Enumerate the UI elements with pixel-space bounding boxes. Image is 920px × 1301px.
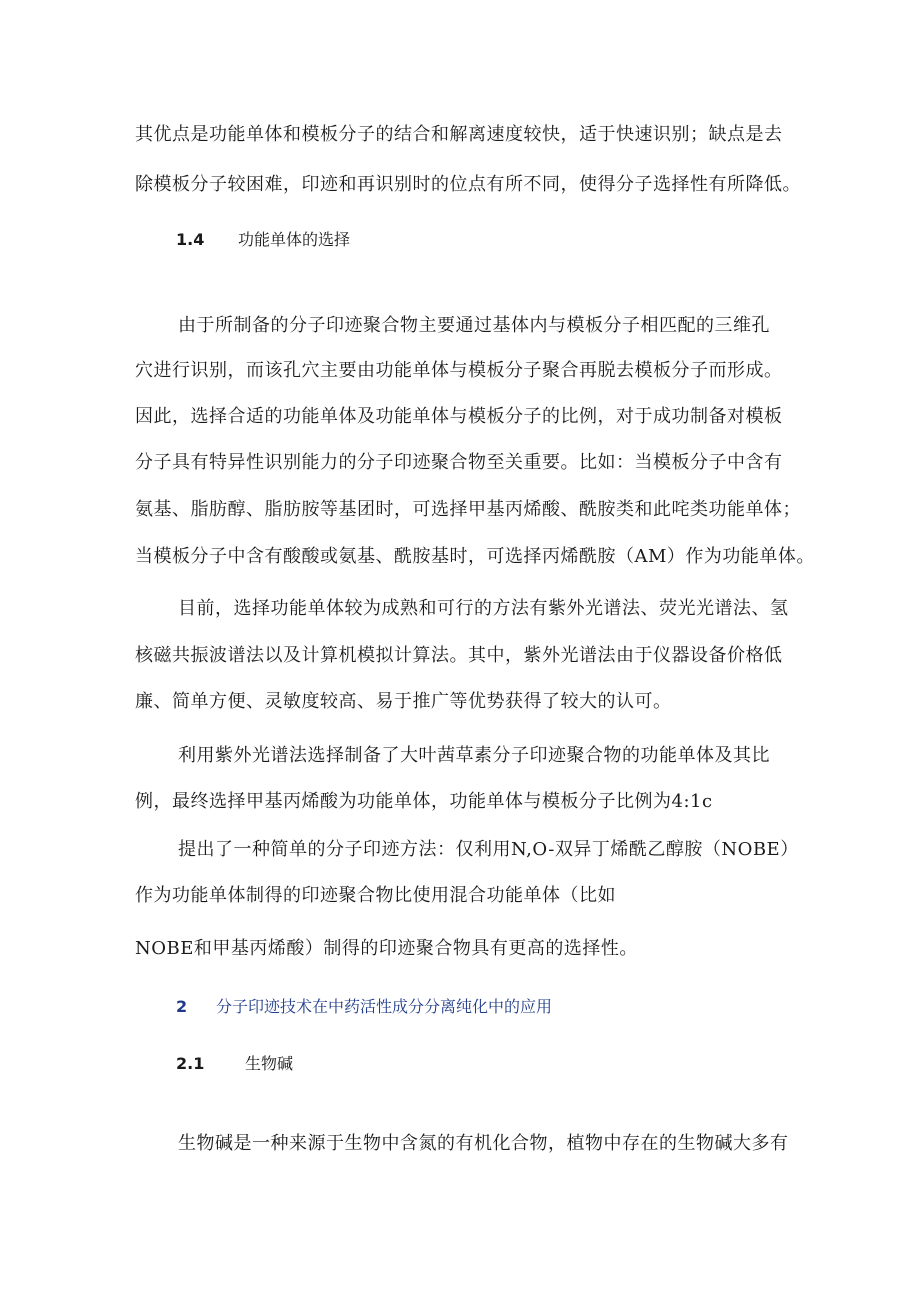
paragraph-4-line-1: 提出了一种简单的分子印迹方法：仅利用N,O-双异丁烯酰乙醇胺（NOBE） [178,839,799,860]
paragraph-5-line-1: 生物碱是一种来源于生物中含氮的有机化合物，植物中存在的生物碱大多有 [178,1133,789,1154]
section-2-1-title: 生物碱 [245,1054,294,1073]
paragraph-top-line-2: 除模板分子较困难，印迹和再识别时的位点有所不同，使得分子选择性有所降低。 [135,174,801,195]
section-2-1-number: 2.1 [176,1054,205,1073]
paragraph-1-line-4: 分子具有特异性识别能力的分子印迹聚合物至关重要。比如：当模板分子中含有 [135,452,783,473]
paragraph-1-line-3: 因此，选择合适的功能单体及功能单体与模板分子的比例，对于成功制备对模板 [135,406,783,427]
section-1-4-title: 功能单体的选择 [238,230,351,249]
paragraph-1-line-5: 氨基、脂肪醇、脂肪胺等基团时，可选择甲基丙烯酸、酰胺类和此咤类功能单体； [135,499,801,520]
paragraph-2-line-3: 廉、简单方便、灵敏度较高、易于推广等优势获得了较大的认可。 [135,691,672,712]
paragraph-2-line-1: 目前，选择功能单体较为成熟和可行的方法有紫外光谱法、荧光光谱法、氢 [178,598,789,619]
paragraph-4-line-3: NOBE和甲基丙烯酸）制得的印迹聚合物具有更高的选择性。 [135,938,638,959]
paragraph-top-line-1: 其优点是功能单体和模板分子的结合和解离速度较快，适于快速识别；缺点是去 [135,124,783,145]
section-1-4-number: 1.4 [176,230,205,249]
section-2-title: 分子印迹技术在中药活性成分分离纯化中的应用 [216,997,553,1016]
paragraph-1-line-6: 当模板分子中含有酸酸或氨基、酰胺基时，可选择丙烯酰胺（AM）作为功能单体。 [135,546,815,567]
paragraph-1-line-2: 穴进行识别，而该孔穴主要由功能单体与模板分子聚合再脱去模板分子而形成。 [135,360,783,381]
paragraph-4-line-2: 作为功能单体制得的印迹聚合物比使用混合功能单体（比如 [135,885,616,906]
paragraph-2-line-2: 核磁共振波谱法以及计算机模拟计算法。其中，紫外光谱法由于仪器设备价格低 [135,645,783,666]
paragraph-3-line-2: 例，最终选择甲基丙烯酸为功能单体，功能单体与模板分子比例为4:1c [135,791,713,812]
section-2-number: 2 [176,997,188,1016]
paragraph-1-line-1: 由于所制备的分子印迹聚合物主要通过基体内与模板分子相匹配的三维孔 [178,315,770,336]
paragraph-3-line-1: 利用紫外光谱法选择制备了大叶茜草素分子印迹聚合物的功能单体及其比 [178,745,770,766]
